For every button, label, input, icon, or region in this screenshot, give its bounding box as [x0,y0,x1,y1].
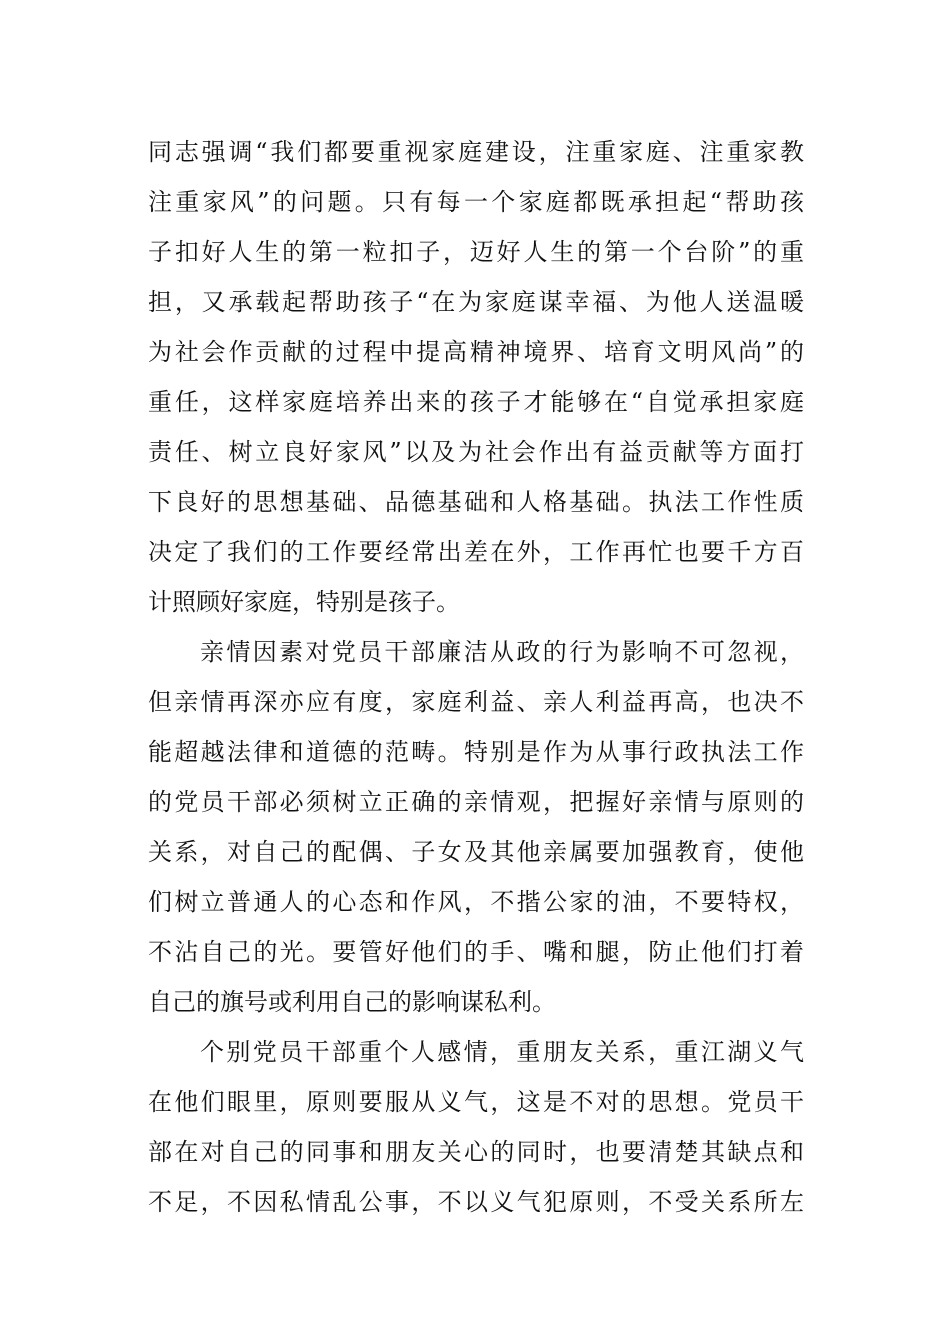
text-line: 下良好的思想基础、品德基础和人格基础。执法工作性质 [148,488,804,516]
text-line: 注重家风”的问题。只有每一个家庭都既承担起“帮助孩 [148,188,804,216]
text-line: 的党员干部必须树立正确的亲情观，把握好亲情与原则的 [148,788,804,816]
text-line: 在他们眼里，原则要服从义气，这是不对的思想。党员干 [148,1088,804,1116]
text-line: 计照顾好家庭，特别是孩子。 [148,588,460,616]
text-line: 为社会作贡献的过程中提高精神境界、培育文明风尚”的 [148,338,804,366]
text-line: 关系，对自己的配偶、子女及其他亲属要加强教育，使他 [148,838,804,866]
text-line: 亲情因素对党员干部廉洁从政的行为影响不可忽视， [200,638,804,666]
text-line: 但亲情再深亦应有度，家庭利益、亲人利益再高，也决不 [148,688,804,716]
text-line: 们树立普通人的心态和作风，不揩公家的油，不要特权， [148,888,804,916]
text-line: 自己的旗号或利用自己的影响谋私利。 [148,988,556,1016]
text-line: 同志强调“我们都要重视家庭建设，注重家庭、注重家教 [148,138,804,166]
paragraph-1 [148,127,804,627]
text-line: 担，又承载起帮助孩子“在为家庭谋幸福、为他人送温暖 [148,288,804,316]
text-line: 不沾自己的光。要管好他们的手、嘴和腿，防止他们打着 [148,938,804,966]
text-line: 部在对自己的同事和朋友关心的同时，也要清楚其缺点和 [148,1138,804,1166]
text-line: 子扣好人生的第一粒扣子，迈好人生的第一个台阶”的重 [148,238,804,266]
text-line: 重任，这样家庭培养出来的孩子才能够在“自觉承担家庭 [148,388,804,416]
paragraph-3 [148,1027,804,1227]
text-line: 决定了我们的工作要经常出差在外，工作再忙也要千方百 [148,538,804,566]
text-line: 不足，不因私情乱公事，不以义气犯原则，不受关系所左 [148,1188,804,1216]
document-body [148,127,804,1227]
text-line: 责任、树立良好家风”以及为社会作出有益贡献等方面打 [148,438,804,466]
text-line: 能超越法律和道德的范畴。特别是作为从事行政执法工作 [148,738,804,766]
text-line: 个别党员干部重个人感情，重朋友关系，重江湖义气 [200,1038,804,1066]
paragraph-2 [148,627,804,1027]
